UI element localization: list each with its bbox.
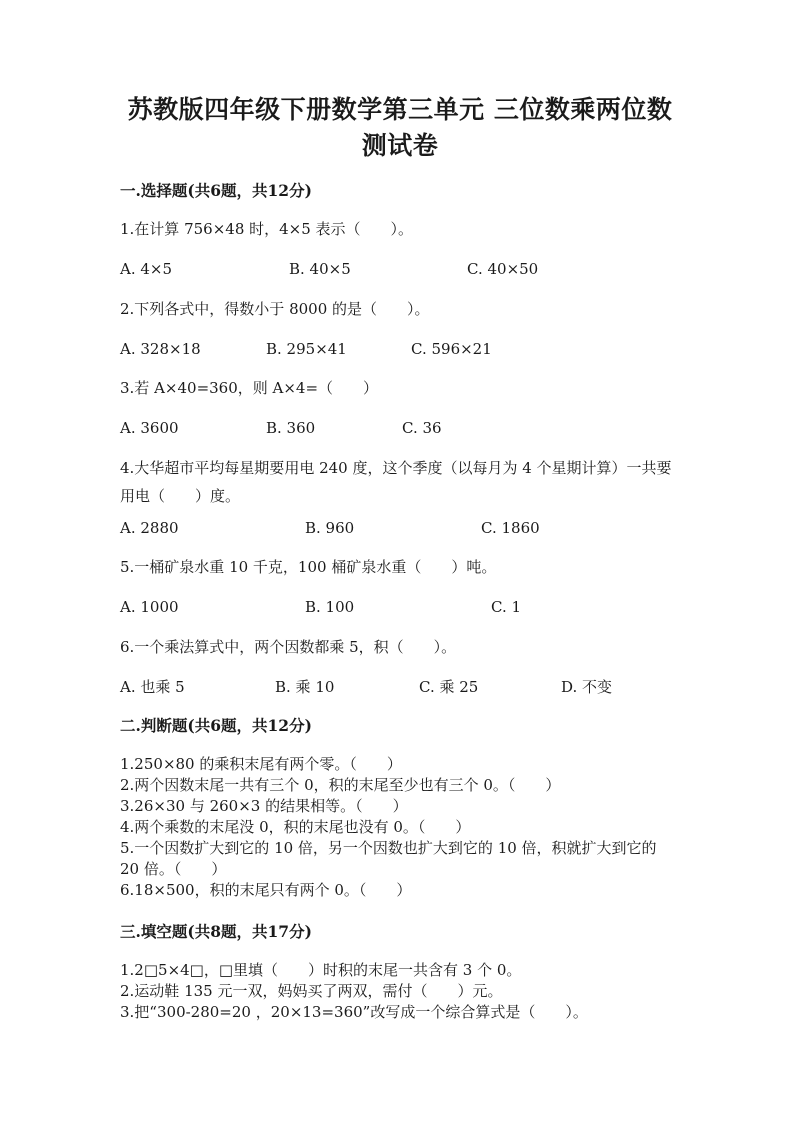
q3-option-a: A. 3600 (120, 419, 179, 437)
q6-option-c: C. 乘 25 (419, 678, 479, 696)
fill-item-1: 1.2□5×4□，□里填（ ）时积的末尾一共含有 3 个 0。 (120, 961, 522, 979)
q4-option-b: B. 960 (305, 519, 355, 537)
q3-option-b: B. 360 (266, 419, 316, 437)
q6-option-d: D. 不变 (561, 678, 613, 696)
q6-option-b: B. 乘 10 (275, 678, 335, 696)
q2-option-a: A. 328×18 (120, 340, 201, 358)
q1-option-a: A. 4×5 (120, 260, 173, 278)
question-1: 1.在计算 756×48 时，4×5 表示（ ）。 (120, 220, 414, 238)
section-heading-true-false: 二.判断题(共6题，共12分) (120, 716, 312, 735)
section-heading-fill-in: 三.填空题(共8题，共17分) (120, 922, 312, 941)
section-heading-multiple-choice: 一.选择题(共6题，共12分) (120, 181, 312, 200)
q2-option-c: C. 596×21 (411, 340, 492, 358)
question-4: 4.大华超市平均每星期要用电 240 度，这个季度（以每月为 4 个星期计算）一共要用电（ ）度。 (120, 459, 672, 505)
question-5: 5.一桶矿泉水重 10 千克，100 桶矿泉水重（ ）吨。 (120, 558, 497, 576)
question-6: 6.一个乘法算式中，两个因数都乘 5，积（ ）。 (120, 638, 457, 656)
question-3: 3.若 A×40=360，则 A×4=（ ） (120, 379, 379, 397)
q5-option-c: C. 1 (491, 598, 522, 616)
q1-option-b: B. 40×5 (289, 260, 351, 278)
q6-option-a: A. 也乘 5 (120, 678, 185, 696)
tf-item-6: 6.18×500，积的末尾只有两个 0。（ ） (120, 881, 412, 899)
fill-item-2: 2.运动鞋 135 元一双，妈妈买了两双，需付（ ）元。 (120, 982, 503, 1000)
tf-item-4: 4.两个乘数的末尾没 0，积的末尾也没有 0。（ ） (120, 818, 471, 836)
question-2: 2.下列各式中，得数小于 8000 的是（ ）。 (120, 300, 430, 318)
fill-item-3: 3.把“300-280=20 ，20×13=360”改写成一个综合算式是（ ）。 (120, 1003, 588, 1021)
q2-option-b: B. 295×41 (266, 340, 347, 358)
exam-title-line2: 测试卷 (361, 131, 439, 160)
tf-item-2: 2.两个因数末尾一共有三个 0，积的末尾至少也有三个 0。（ ） (120, 776, 561, 794)
q5-option-a: A. 1000 (120, 598, 179, 616)
q4-option-a: A. 2880 (120, 519, 179, 537)
q1-option-c: C. 40×50 (467, 260, 539, 278)
q5-option-b: B. 100 (305, 598, 355, 616)
exam-title (100, 92, 700, 164)
tf-item-5: 5.一个因数扩大到它的 10 倍，另一个因数也扩大到它的 10 倍，积就扩大到它的 20 倍。（ ） (120, 839, 657, 878)
tf-item-3: 3.26×30 与 260×3 的结果相等。（ ） (120, 797, 408, 815)
exam-title-line1: 苏教版四年级下册数学第三单元 三位数乘两位数 (127, 95, 673, 124)
q3-option-c: C. 36 (402, 419, 442, 437)
tf-item-1: 1.250×80 的乘积末尾有两个零。（ ） (120, 755, 402, 773)
q4-option-c: C. 1860 (481, 519, 540, 537)
